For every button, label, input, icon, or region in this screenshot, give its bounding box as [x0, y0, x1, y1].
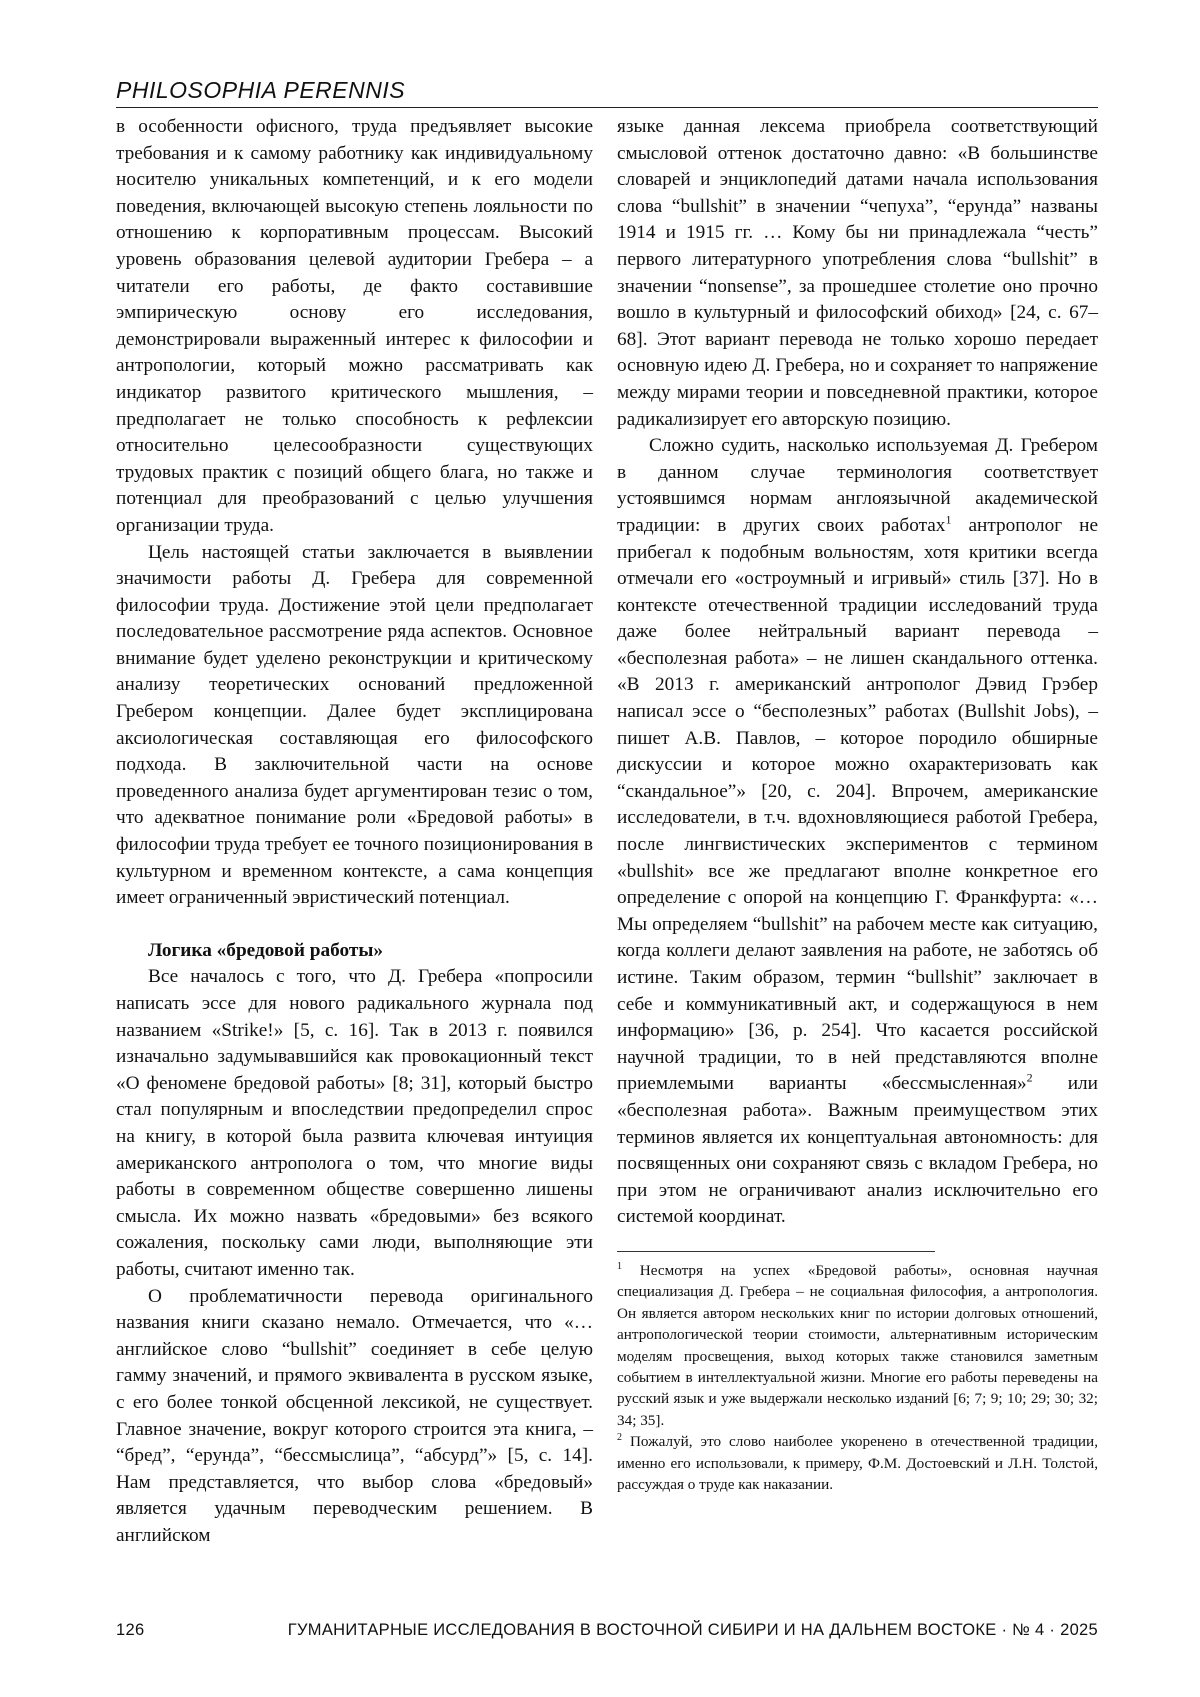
- footnote-ref[interactable]: 2: [1026, 1070, 1033, 1085]
- paragraph: языке данная лексема приобрела соответствующий смысловой оттенок достаточно давно: «В большинстве словарей и энциклопедий датами начала использования слова “bullshit” в значении “чепуха”, “ерунда” названы 1914 и 1915 гг. … Кому бы ни принадлежала “честь” первого литературного употребления слова “bullshit” в значении “nonsense”, за прошедшее столетие оно прочно вошло в культурный и философский обиход» [24, с. 67–68]. Этот вариант перевода не только хорошо передает основную идею Д. Гребера, но и сохраняет то напряжение между мирами теории и повседневной практики, которое радикализирует его авторскую позицию.: [617, 116, 1098, 430]
- footnote: [617, 1431, 1098, 1495]
- paragraph: [617, 433, 1098, 1231]
- right-column: [617, 114, 1098, 1495]
- paragraph: Цель настоящей статьи заключается в выявлении значимости работы Д. Гребера для современной философии труда. Достижение этой цели предполагает последовательное рассмотрение ряда аспектов. Основное внимание будет уделено реконструкции и критическому анализу теоретических оснований предложенной Гребером концепции. Далее будет эксплицирована аксиологическая составляющая его философского подхода. В заключительной части на основе проведенного анализа будет аргументирован тезис о том, что адекватное понимание роли «Бредовой работы» в философии труда требует ее точного позиционирования в культурном и временном контексте, а сама концепция имеет ограниченный эвристический потенциал.: [116, 541, 593, 909]
- section-heading: Логика «бредовой работы»: [148, 939, 384, 961]
- paragraph: О проблематичности перевода оригинального названия книги сказано немало. Отмечается, что «… английское слово “bullshit” соединяет в себе целую гамму значений, и прямого эквивалента в русском языке, с его более тонкой обсценной лексикой, не существует. Главное значение, вокруг которого строится эта книга, – “бред”, “ерунда”, “бессмыслица”, “абсурд”» [5, с. 14]. Нам представляется, что выбор слова «бредовый» является удачным переводческим решением. В английском: [116, 1285, 593, 1546]
- paragraph-text: антрополог не прибегал к подобным вольностям, хотя критики всегда отмечали его «остроумный и игривый» стиль [37]. Но в контексте отечественной традиции исследований труда даже более нейтральный вариант перевода – «бесполезная работа» – не лишен скандального оттенка. «В 2013 г. американский антрополог Дэвид Грэбер написал эссе о “бесполезных” работах (Bullshit Jobs), – пишет А.В. Павлов, – которое породило обширные дискуссии и которое можно охарактеризовать как “скандальное”» [20, с. 204]. Впрочем, американские исследователи, в т.ч. вдохновляющиеся работой Гребера, после лингвистических экспериментов с термином «bullshit» все же предлагают вполне конкретное его определение с опорой на концепцию Г. Франкфурта: «…Мы определяем “bullshit” на рабочем месте как ситуацию, когда коллеги делают заявления на работе, не заботясь об истине. Таким образом, термин “bullshit” заключает в себе и коммуникативный акт, и содержащуюся в нем информацию» [36, р. 254]. Что касается российской научной традиции, то в ней представляются вполне приемлемыми варианты «бессмысленная»: [617, 514, 1098, 1095]
- footnote-ref[interactable]: 1: [945, 512, 952, 527]
- page-number: 126: [116, 1621, 145, 1639]
- footnote-divider: [617, 1251, 935, 1252]
- footnote-text: Пожалуй, это слово наиболее укоренено в отечественной традиции, именно его использовали, к примеру, Ф.М. Достоевский и Л.Н. Толстой, рассуждая о труде как наказании.: [617, 1433, 1098, 1493]
- paragraph-text: Сложно судить, насколько используемая Д. Гребером в данном случае терминология соответствует устоявшимся нормам англоязычной академической традиции: в других своих работах: [617, 435, 1098, 536]
- footnote-number: 2: [617, 1432, 622, 1444]
- footnote-number: 1: [617, 1260, 622, 1272]
- paragraph-text: или «бесполезная работа». Важным преимуществом этих терминов является их концептуальная автономность: для посвященных они сохраняют связь с вкладом Гребера, но при этом не ограничивают анализ исключительно его системой координат.: [617, 1073, 1098, 1228]
- footer-journal-title: ГУМАНИТАРНЫЕ ИССЛЕДОВАНИЯ В ВОСТОЧНОЙ СИБИРИ И НА ДАЛЬНЕМ ВОСТОКЕ · № 4 · 2025: [287, 1621, 1098, 1639]
- paragraph: в особенности офисного, труда предъявляет высокие требования и к самому работнику как индивидуальному носителю уникальных компетенций, и к его модели поведения, включающей высокую степень лояльности по отношению к корпоративным процессам. Высокий уровень образования целевой аудитории Гребера – а читатели его работы, де факто составившие эмпирическую основу его исследования, демонстрировали выраженный интерес к философии и антропологии, который можно рассматривать как индикатор развитого критического мышления, – предполагает не только способность к рефлексии относительно целесообразности существующих трудовых практик с позиций общего блага, но также и потенциал для преобразований с целью улучшения организации труда.: [116, 116, 593, 536]
- footnote-text: Несмотря на успех «Бредовой работы», основная научная специализация Д. Гребера – не социальная философия, а антропология. Он является автором нескольких книг по истории долговых отношений, антропологической теории стоимости, альтернативным историческим моделям просвещения, выход которых также становился заметным событием в интеллектуальной жизни. Многие его работы переведены на русский язык и уже выдержали несколько изданий [6; 7; 9; 10; 29; 30; 32; 34; 35].: [617, 1261, 1098, 1429]
- paragraph: Все началось с того, что Д. Гребера «попросили написать эссе для нового радикального журнала под названием «Strike!» [5, с. 16]. Так в 2013 г. появился изначально задумывавшийся как провокационный текст «О феномене бредовой работы» [8; 31], который быстро стал популярным и впоследствии предопределил спрос на книгу, в которой была развита ключевая интуиция американского антрополога о том, что многие виды работы в современном обществе совершенно лишены смысла. Их можно назвать «бредовыми» без всякого сожаления, поскольку сами люди, выполняющие эти работы, считают именно так.: [116, 966, 593, 1280]
- running-header: PHILOSOPHIA PERENNIS: [116, 76, 1098, 108]
- footnote: [617, 1260, 1098, 1431]
- left-column: [116, 114, 593, 1549]
